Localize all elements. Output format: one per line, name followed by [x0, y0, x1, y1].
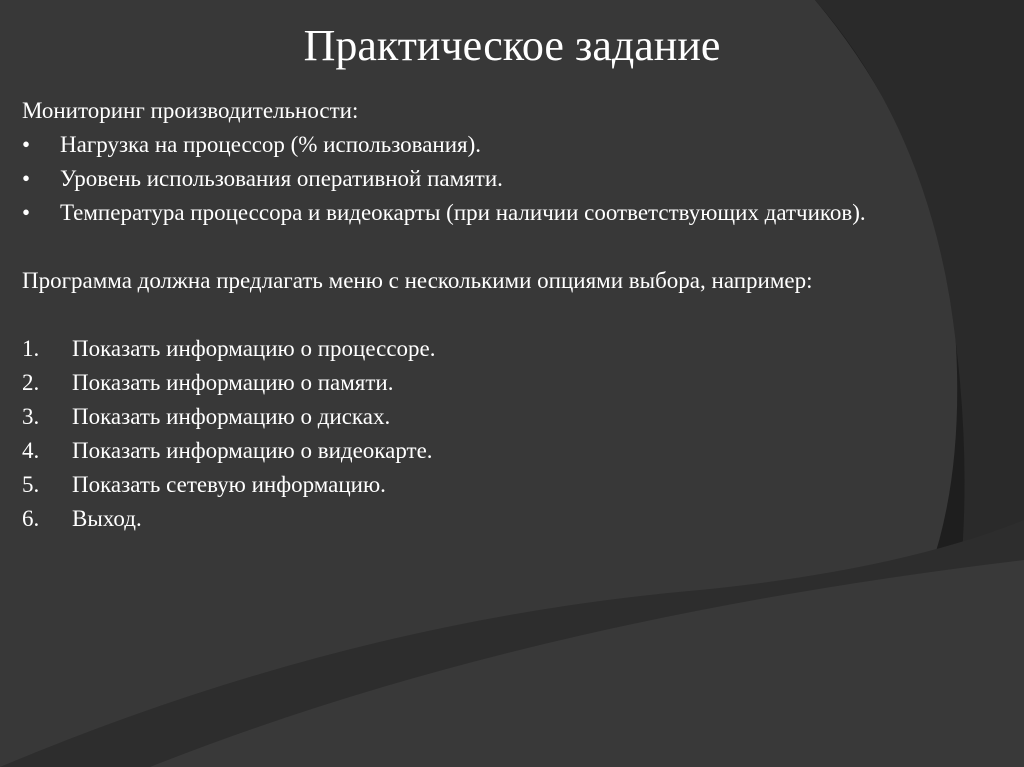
menu-option-item — [22, 434, 1012, 468]
slide-title: Практическое задание — [303, 21, 721, 70]
bullet-text: Нагрузка на процессор (% использования). — [60, 132, 482, 157]
menu-option-text: Показать информацию о памяти. — [72, 370, 394, 395]
menu-option-number: 6. — [22, 506, 40, 531]
menu-option-number: 1. — [22, 336, 40, 361]
menu-option-text: Показать информацию о видеокарте. — [72, 438, 433, 463]
bullet-item — [22, 162, 1012, 196]
bullet-list — [22, 128, 1012, 230]
bullet-item — [22, 128, 1012, 162]
bullet-icon: • — [22, 166, 31, 191]
menu-option-text: Показать информацию о дисках. — [72, 404, 391, 429]
menu-description: Программа должна предлагать меню с несколькими опциями выбора, например: — [22, 268, 813, 293]
intro-text: Мониторинг производительности: — [22, 98, 359, 123]
menu-option-text: Показать сетевую информацию. — [72, 472, 386, 497]
menu-option-text: Выход. — [72, 506, 142, 531]
menu-option-item — [22, 502, 1012, 536]
menu-option-item — [22, 332, 1012, 366]
menu-options-list — [22, 332, 1012, 536]
menu-option-item — [22, 468, 1012, 502]
bullet-icon: • — [22, 200, 31, 225]
bullet-text: Уровень использования оперативной памяти. — [60, 166, 503, 191]
menu-option-text: Показать информацию о процессоре. — [72, 336, 436, 361]
menu-option-number: 2. — [22, 370, 40, 395]
menu-option-item — [22, 400, 1012, 434]
slide-content — [22, 94, 1012, 536]
bullet-text: Температура процессора и видеокарты (при наличии соответствующих датчиков). — [60, 200, 866, 225]
menu-option-item — [22, 366, 1012, 400]
menu-option-number: 4. — [22, 438, 40, 463]
menu-option-number: 5. — [22, 472, 40, 497]
menu-option-number: 3. — [22, 404, 40, 429]
bullet-item — [22, 196, 1012, 230]
bullet-icon: • — [22, 132, 31, 157]
